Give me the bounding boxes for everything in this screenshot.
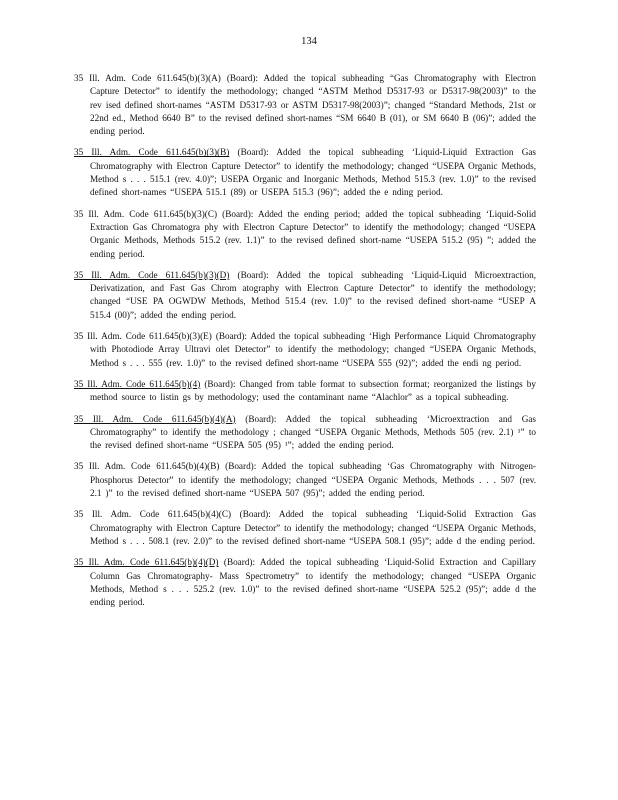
entry-text: (Board): Added the topical subheading ‘Liquid-Liquid Microextraction, Derivatization, and Fast Gas Chrom atography with Electron Capture Detector” to identify the methodology; changed “USE PA OGWDW Methods, Method 515.4 (rev. 1.0)” to the revised defined short-name “USEP A 515.4 (00)”; added the ending period. <box>90 269 536 320</box>
amendment-list <box>74 72 536 617</box>
amendment-entry <box>74 208 536 261</box>
code-citation: 35 Ill. Adm. Code 611.645(b)(4)(C) <box>74 509 232 520</box>
entry-text: (Board): Added the topical subheading ‘Gas Chromatography with Nitrogen-Phosphorus Detector” to identify the methodology; changed “USEPA Organic Methods, Methods . . . 507 (rev. 2.1 )” to the revised defined short-name “USEPA 507 (95)”; added the ending period. <box>90 461 536 499</box>
code-citation: 35 Ill. Adm. Code 611.645(b)(4)(A) <box>74 413 236 424</box>
code-citation: 35 Ill. Adm. Code 611.645(b)(3)(C) <box>74 208 218 219</box>
entry-text: (Board): Added the topical subheading ‘Liquid-Solid Extraction and Capillary Column Gas Chromatography- Mass Spectrometry” to identify the methodology; changed “USEPA Organic Methods, Method s . . . 525.2 (rev. 1.0)” to the revised defined short-name “USEPA 525.2 (95)”; adde d the ending period. <box>90 557 536 608</box>
code-citation: 35 Ill. Adm. Code 611.645(b)(4)(D) <box>74 557 219 568</box>
code-citation: 35 Ill. Adm. Code 611.645(b)(4) <box>74 378 201 389</box>
entry-text: (Board): Added the topical subheading ‘Microextraction and Gas Chromatography” to identify the methodology ; changed “USEPA Organic Methods, Methods 505 (rev. 2.1) ¹” to the revised defined short-name “USEPA 505 (95) ¹”; added the ending period. <box>90 413 536 451</box>
amendment-entry <box>74 413 536 453</box>
entry-text: (Board): Added the topical subheading ‘Liquid-Liquid Extraction Gas Chromatography with Electron Capture Detector” to identify the methodology; changed “USEPA Organic Methods, Method s . . . 515.1 (rev. 4.0)”; USEPA Organic and Inorganic Methods, Method 515.3 (rev. 1.0)” to the revised defined short-names “USEPA 515.1 (89) or USEPA 515.3 (96)”; added the e nding period. <box>90 147 536 198</box>
amendment-entry <box>74 146 536 199</box>
entry-text: (Board): Added the topical subheading “Gas Chromatography with Electron Capture Detector” to identify the methodology; changed “ASTM Method D5317-93 or D5317-98(2003)” to the rev ised defined short-names “ASTM D5317-93 or ASTM D5317-98(2003)”; changed “Standard Methods, 21st or 22nd ed., Method 6640 B” to the revised defined short-names “SM 6640 B (01), or SM 6640 B (06)”; added the ending period. <box>90 73 536 137</box>
code-citation: 35 Ill. Adm. Code 611.645(b)(3)(E) <box>74 331 212 342</box>
entry-text: (Board): Added the topical subheading ‘Liquid-Solid Extraction Gas Chromatography with Electron Capture Detector” to identify the methodology; changed “USEPA Organic Methods, Method s . . . 508.1 (rev. 2.0)” to the revised defined short-name “USEPA 508.1 (95)”; adde d the ending period. <box>90 509 536 546</box>
page-number: 134 <box>301 36 317 47</box>
amendment-entry <box>74 460 536 500</box>
amendment-entry <box>74 556 536 609</box>
entry-text: (Board): Added the topical subheading ‘High Performance Liquid Chromatography with Photodiode Array Ultravi olet Detector” to identify the methodology; changed “USEPA Organic Methods, Method s . . . 555 (rev. 1.0)” to the revised defined short-name “USEPA 555 (92)”; added the endi ng period. <box>90 331 536 368</box>
amendment-entry <box>74 330 536 370</box>
code-citation: 35 Ill. Adm. Code 611.645(b)(4)(B) <box>74 461 220 472</box>
amendment-entry <box>74 269 536 322</box>
amendment-entry <box>74 72 536 138</box>
entry-text: (Board): Added the ending period; added the topical subheading ‘Liquid-Solid Extraction Gas Chromatogra phy with Electron Capture Detector” to identify the methodology; changed “USEPA Organic Methods, Methods 515.2 (rev. 1.1)” to the revised defined short-name “USEPA 515.2 (95) ”; added the ending period. <box>90 208 536 259</box>
amendment-entry <box>74 378 536 405</box>
code-citation: 35 Ill. Adm. Code 611.645(b)(3)(D) <box>74 269 230 280</box>
code-citation: 35 Ill. Adm. Code 611.645(b)(3)(B) <box>74 147 230 158</box>
code-citation: 35 Ill. Adm. Code 611.645(b)(3)(A) <box>74 73 221 83</box>
entry-text: (Board): Changed from table format to subsection format; reorganized the listings by method source to listin gs by methodology; used the contaminant name “Alachlor” as a topical subheading. <box>90 378 536 403</box>
amendment-entry <box>74 508 536 548</box>
